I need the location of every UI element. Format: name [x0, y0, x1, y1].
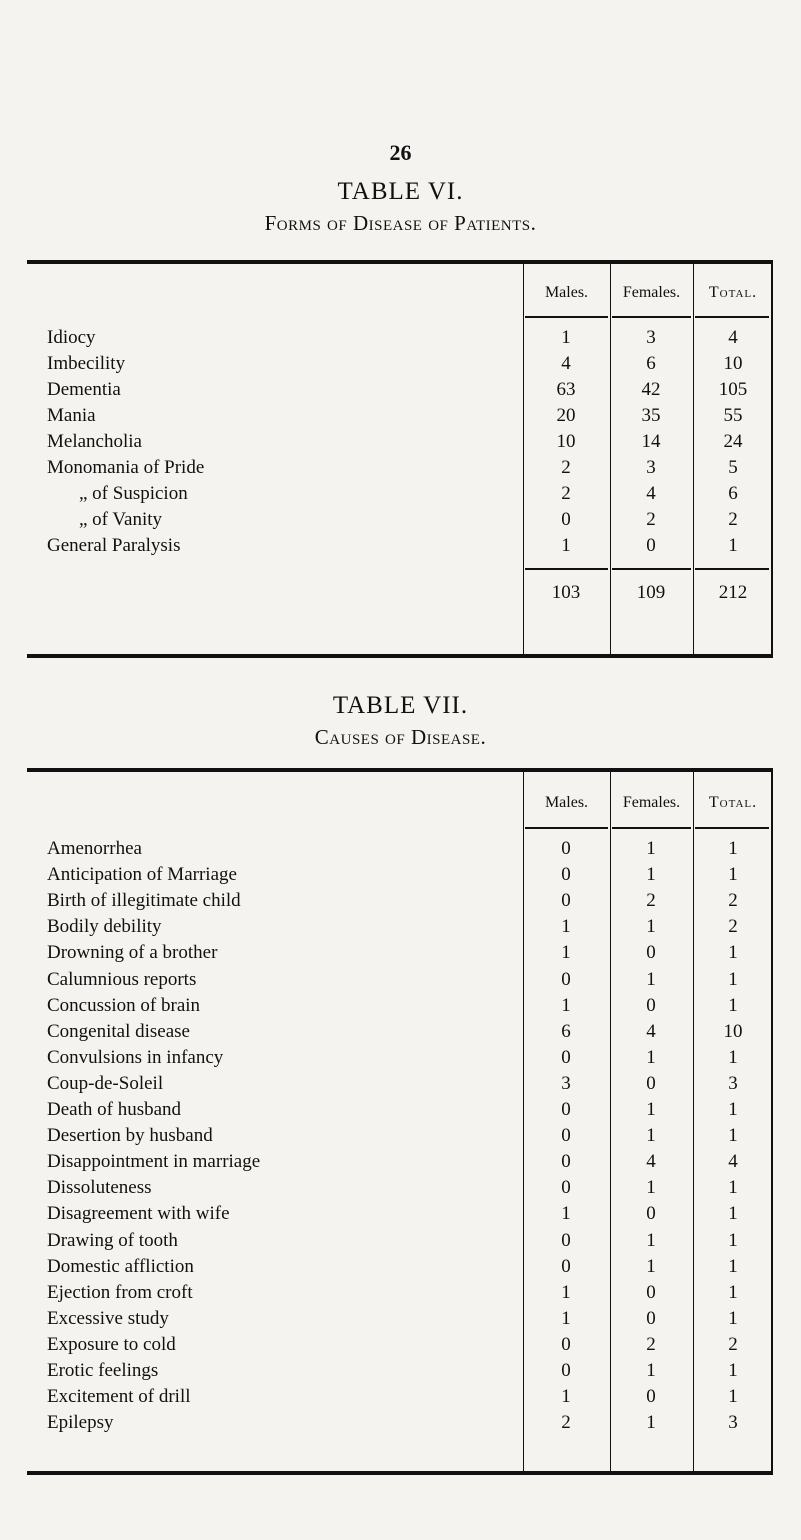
header-rule [525, 827, 608, 829]
cell-total: 1 [728, 968, 738, 990]
cell-total: 1 [728, 1125, 738, 1147]
cell-total: 1 [728, 1281, 738, 1303]
cell-total: 24 [723, 431, 743, 452]
cell-females: 0 [646, 1203, 656, 1225]
cell-males: 3 [561, 1072, 571, 1094]
cell-females: 1 [646, 1229, 656, 1251]
cell-total: 1 [728, 1255, 738, 1277]
cell-males: 10 [556, 431, 576, 452]
cell-males: 20 [556, 405, 576, 426]
cell-males: 0 [561, 1177, 571, 1199]
header-rule [695, 316, 769, 318]
cell-males: 0 [561, 1046, 571, 1068]
header-males: Males. [544, 794, 589, 811]
cell-females: 1 [646, 1255, 656, 1277]
row-label: Drawing of tooth [47, 1229, 178, 1251]
row-label: Desertion by husband [47, 1125, 213, 1147]
table-row [27, 1177, 773, 1199]
cell-males: 1 [561, 535, 571, 556]
cell-females: 1 [646, 1046, 656, 1068]
row-label: Excitement of drill [47, 1386, 191, 1408]
table-row [27, 942, 773, 964]
table-row [27, 509, 773, 531]
page-number: 26 [389, 140, 412, 165]
table-row [27, 1308, 773, 1330]
cell-total: 3 [728, 1072, 738, 1094]
table-row [27, 890, 773, 912]
table-row [27, 1412, 773, 1434]
row-label: General Paralysis [47, 535, 181, 556]
cell-females: 35 [641, 405, 661, 426]
cell-males: 4 [561, 353, 571, 374]
cell-males: 0 [561, 509, 571, 530]
table-row [27, 353, 773, 375]
row-label: Dementia [47, 379, 121, 400]
cell-total: 1 [728, 1046, 738, 1068]
table-row [27, 916, 773, 938]
cell-males: 2 [561, 483, 571, 504]
row-label: Exposure to cold [47, 1333, 176, 1355]
cell-females: 3 [646, 327, 656, 348]
row-label: Erotic feelings [47, 1360, 159, 1381]
table-row [27, 1125, 773, 1147]
table-row [27, 1047, 773, 1069]
row-label: Imbecility [47, 353, 126, 374]
table6-subtitle: Forms of Disease of Patients. [264, 211, 537, 235]
cell-total: 105 [718, 379, 748, 400]
row-label: Drowning of a brother [47, 942, 218, 964]
table-row [27, 535, 773, 557]
cell-total: 1 [728, 1229, 738, 1251]
table-row [27, 1386, 773, 1408]
table7-subtitle: Causes of Disease. [314, 725, 487, 749]
cell-males: 0 [561, 968, 571, 990]
cell-total: 6 [728, 483, 738, 504]
cell-females: 0 [646, 535, 656, 556]
table-row [27, 483, 773, 505]
table-row [27, 1021, 773, 1043]
cell-females: 1 [646, 838, 656, 859]
table-row [27, 1230, 773, 1252]
cell-males: 1 [561, 1386, 571, 1408]
table7-title: TABLE VII. [332, 692, 469, 719]
cell-males: 0 [561, 1360, 571, 1381]
cell-total: 5 [728, 457, 738, 478]
cell-females: 4 [646, 483, 656, 504]
row-label: Idiocy [47, 327, 96, 348]
table-row [27, 1360, 773, 1382]
cell-total: 1 [728, 994, 738, 1016]
table-row [27, 838, 773, 860]
cell-total: 1 [728, 1360, 738, 1381]
cell-total: 10 [723, 353, 743, 374]
row-label: Melancholia [47, 431, 142, 452]
cell-total: 10 [723, 1020, 743, 1042]
header-total: Total. [708, 794, 758, 811]
row-label: Ejection from croft [47, 1281, 193, 1303]
cell-total: 1 [728, 1386, 738, 1408]
cell-females: 2 [646, 890, 656, 912]
table-row [27, 431, 773, 453]
table-row [27, 1073, 773, 1095]
cell-total: 1 [728, 838, 738, 859]
total-females: 109 [636, 582, 666, 603]
row-label: Domestic affliction [47, 1255, 194, 1277]
cell-females: 1 [646, 1360, 656, 1381]
table-row [27, 1203, 773, 1225]
table6 [27, 260, 773, 658]
cell-males: 1 [561, 1307, 571, 1329]
header-total: Total. [708, 284, 758, 301]
row-label: Dissoluteness [47, 1177, 152, 1199]
header-rule [525, 316, 608, 318]
cell-females: 1 [646, 968, 656, 990]
row-label: Epilepsy [47, 1412, 114, 1434]
row-label: Birth of illegitimate child [47, 890, 241, 912]
cell-males: 1 [561, 916, 571, 938]
cell-total: 2 [728, 916, 738, 938]
cell-males: 2 [561, 1412, 571, 1434]
cell-females: 4 [646, 1151, 656, 1173]
cell-females: 2 [646, 1333, 656, 1355]
cell-males: 1 [561, 1203, 571, 1225]
cell-males: 2 [561, 457, 571, 478]
cell-total: 55 [723, 405, 743, 426]
sum-rule [612, 568, 691, 570]
header-females: Females. [622, 284, 681, 301]
cell-females: 0 [646, 1307, 656, 1329]
cell-females: 4 [646, 1020, 656, 1042]
header-rule [612, 316, 691, 318]
cell-males: 0 [561, 890, 571, 912]
table-row [27, 969, 773, 991]
table6-title: TABLE VI. [337, 178, 464, 205]
cell-males: 0 [561, 1151, 571, 1173]
cell-total: 2 [728, 509, 738, 530]
header-females: Females. [622, 794, 681, 811]
cell-total: 1 [728, 535, 738, 556]
cell-males: 0 [561, 1255, 571, 1277]
cell-males: 0 [561, 1125, 571, 1147]
cell-males: 63 [556, 379, 576, 400]
row-label: Anticipation of Marriage [47, 864, 237, 886]
sum-rule [525, 568, 608, 570]
cell-females: 3 [646, 457, 656, 478]
row-label: Calumnious reports [47, 968, 197, 990]
cell-females: 1 [646, 1177, 656, 1199]
cell-males: 1 [561, 994, 571, 1016]
table-row [27, 405, 773, 427]
table-row [27, 379, 773, 401]
row-label: Disappointment in marriage [47, 1151, 261, 1173]
row-label: Amenorrhea [47, 838, 142, 859]
table-row [27, 995, 773, 1017]
cell-females: 0 [646, 1386, 656, 1408]
total-males: 103 [551, 582, 581, 603]
row-label: Excessive study [47, 1307, 169, 1329]
table-row [27, 1151, 773, 1173]
row-label: Monomania of Pride [47, 457, 205, 478]
header-rule [612, 827, 691, 829]
row-label: Disagreement with wife [47, 1203, 230, 1225]
cell-males: 1 [561, 1281, 571, 1303]
row-label: Bodily debility [47, 916, 162, 938]
cell-total: 1 [728, 1307, 738, 1329]
total-total: 212 [718, 582, 748, 603]
cell-females: 0 [646, 1281, 656, 1303]
cell-males: 0 [561, 838, 571, 859]
cell-females: 1 [646, 916, 656, 938]
cell-total: 1 [728, 1203, 738, 1225]
table-row [27, 457, 773, 479]
cell-total: 3 [728, 1412, 738, 1434]
cell-males: 0 [561, 1333, 571, 1355]
cell-females: 2 [646, 509, 656, 530]
cell-females: 0 [646, 1072, 656, 1094]
cell-females: 42 [641, 379, 661, 400]
cell-females: 1 [646, 1412, 656, 1434]
cell-females: 1 [646, 1125, 656, 1147]
header-males: Males. [544, 284, 589, 301]
table-row [27, 327, 773, 349]
cell-females: 6 [646, 353, 656, 374]
cell-females: 1 [646, 1099, 656, 1120]
cell-males: 0 [561, 1229, 571, 1251]
row-label: Death of husband [47, 1099, 182, 1120]
cell-males: 6 [561, 1020, 571, 1042]
cell-males: 0 [561, 1099, 571, 1120]
row-label: Congenital disease [47, 1020, 190, 1042]
cell-total: 2 [728, 890, 738, 912]
cell-total: 1 [728, 1099, 738, 1120]
cell-total: 1 [728, 942, 738, 964]
row-label: „ of Suspicion [79, 483, 188, 504]
cell-females: 0 [646, 994, 656, 1016]
cell-males: 1 [561, 942, 571, 964]
cell-females: 1 [646, 864, 656, 886]
cell-total: 4 [728, 327, 738, 348]
row-label: Mania [47, 405, 96, 426]
row-label: Coup-de-Soleil [47, 1072, 164, 1094]
header-rule [695, 827, 769, 829]
row-label: Concussion of brain [47, 994, 201, 1016]
cell-males: 0 [561, 864, 571, 886]
cell-total: 2 [728, 1333, 738, 1355]
table-row [27, 864, 773, 886]
sum-rule [695, 568, 769, 570]
table-row [27, 1282, 773, 1304]
cell-males: 1 [561, 327, 571, 348]
table-row [27, 1334, 773, 1356]
cell-total: 1 [728, 864, 738, 886]
table-row [27, 1256, 773, 1278]
cell-total: 4 [728, 1151, 738, 1173]
row-label: Convulsions in infancy [47, 1046, 224, 1068]
cell-females: 0 [646, 942, 656, 964]
row-label: „ of Vanity [79, 509, 163, 530]
cell-total: 1 [728, 1177, 738, 1199]
table-row [27, 1099, 773, 1121]
cell-females: 14 [641, 431, 661, 452]
table7 [27, 768, 773, 1475]
